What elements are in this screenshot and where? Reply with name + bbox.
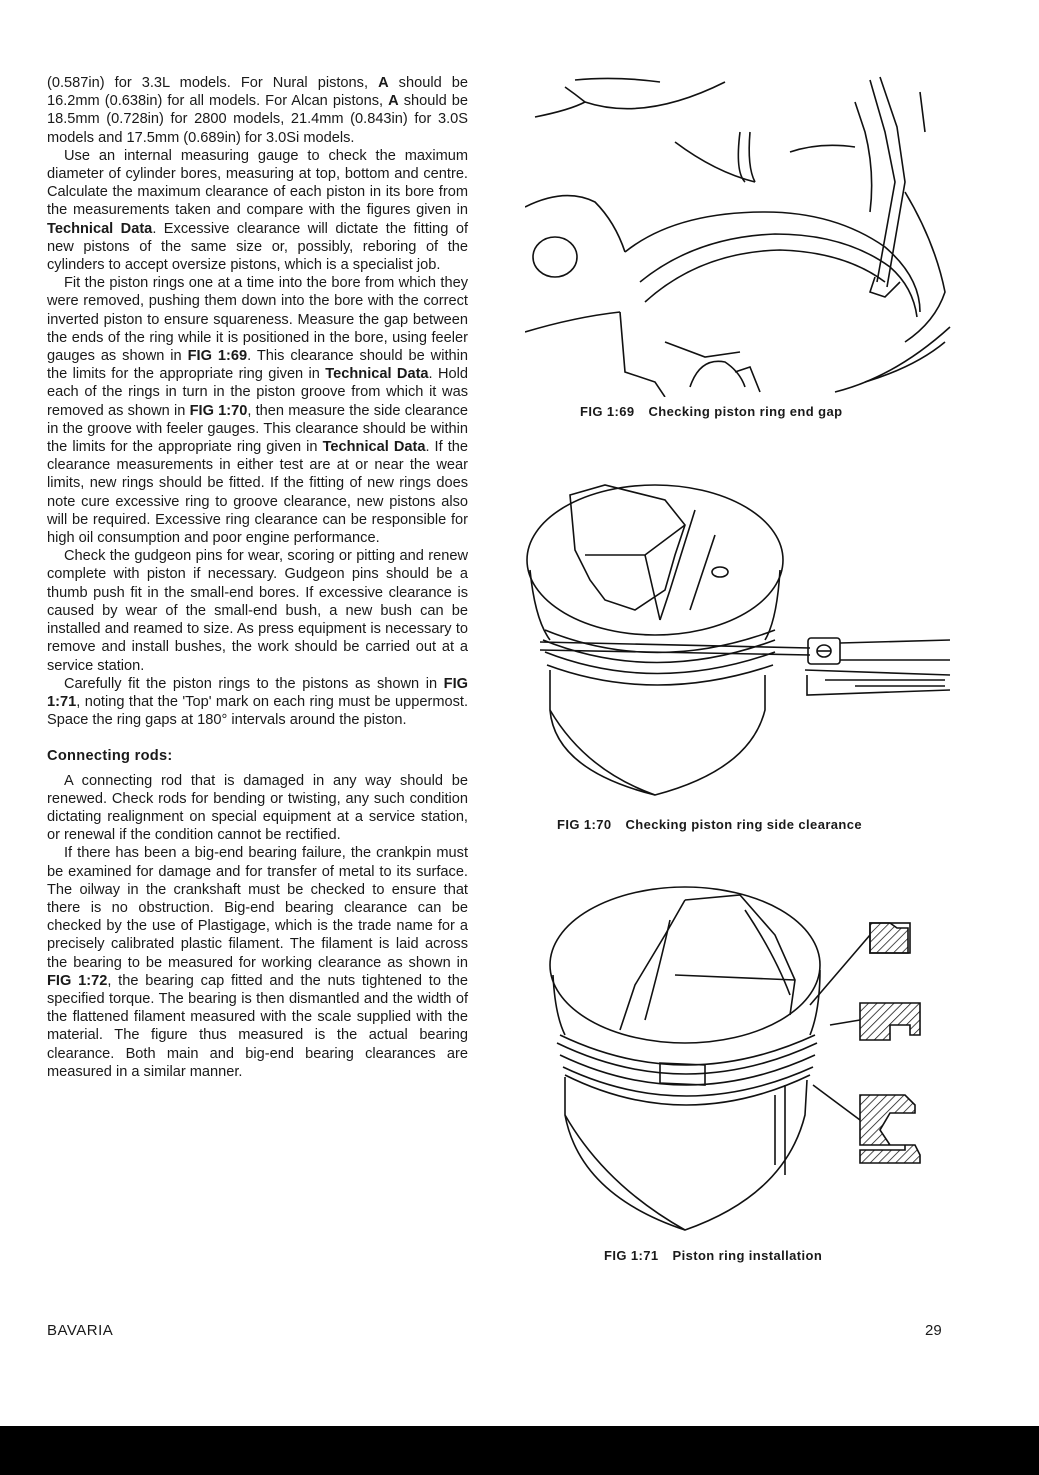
- figure-ring-side-clearance: [525, 480, 955, 810]
- paragraph-1: (0.587in) for 3.3L models. For Nural pistons, A should be 16.2mm (0.638in) for all models. For Alcan pistons, A should be 18.5mm (0.728in) for 2800 models, 21.4mm (0.843in) for 3.0S models and 17.5mm (0.689in) for 3.0Si models.: [47, 75, 468, 146]
- main-text-column: [47, 74, 468, 1081]
- figure-ring-installation: [545, 885, 935, 1240]
- figure-ring-end-gap: [525, 72, 955, 397]
- paragraph-6: A connecting rod that is damaged in any way should be renewed. Check rods for bending or twisting, any such condition dictating realignment on special equipment at a service station, or renewal if the condition cannot be rectified.: [47, 772, 468, 844]
- ring-installation-illustration: [545, 885, 935, 1240]
- figure-caption-1-69: FIG 1:69 Checking piston ring end gap: [580, 404, 843, 419]
- paragraph-7: If there has been a big-end bearing failure, the crankpin must be examined for damage and for transfer of metal to its surface. The oilway in the crankshaft must be checked to ensure that there is no obstruction. Big-end bearing clearance can be checked by the use of Plastigage, which is the trade name for a precisely calibrated plastic filament. The filament is laid across the bearing to be measured for working clearance as shown in FIG 1:72, the bearing cap fitted and the nuts tightened to the specified torque. The bearing is then dismantled and the width of the flattened filament measured with the scale supplied with the material. The figure thus measured is the actual bearing clearance. Both main and big-end bearing clearances are measured in a similar manner.: [47, 845, 468, 1080]
- ring-end-gap-illustration: [525, 72, 955, 397]
- page-number: 29: [925, 1322, 942, 1339]
- paragraph-4: Check the gudgeon pins for wear, scoring or pitting and renew complete with piston if necessary. Gudgeon pins should be a thumb push fit in the small-end bores. If excessive clearance is caused by wear of the small-end bush, a new bush can be installed and reamed to size. As press equipment is necessary to remove and install bushes, the work should be carried out at a service station.: [47, 548, 468, 674]
- paragraph-2: Use an internal measuring gauge to check the maximum diameter of cylinder bores, measuring at top, bottom and centre. Calculate the maximum clearance of each piston in its bore from the measurements taken and compare with the figures given in Technical Data. Excessive clearance will dictate the fitting of new pistons of the same size or, possibly, reboring of the cylinders to accept oversize pistons, which is a specialist job.: [47, 147, 469, 274]
- footer-book-title: BAVARIA: [47, 1322, 114, 1339]
- ring-side-clearance-illustration: [525, 480, 955, 810]
- section-heading-connecting-rods: Connecting rods:: [47, 748, 173, 765]
- paragraph-5: Carefully fit the piston rings to the pistons as shown in FIG 1:71, noting that the 'Top' mark on each ring must be uppermost. Space the ring gaps at 180° intervals around the piston.: [47, 675, 468, 729]
- paragraph-3: Fit the piston rings one at a time into the bore from which they were removed, pushing them down into the bore with the correct inverted piston to ensure squareness. Measure the gap between the ends of the ring while it is positioned in the bore, using feeler gauges as shown in FIG 1:69. This clearance should be within the limits for the appropriate ring given in Technical Data. Hold each of the rings in turn in the piston groove from which it was removed as shown in FIG 1:70, then measure the side clearance in the groove with feeler gauges. This clearance should be within the limits for the appropriate ring given in Technical Data. If the clearance measurements in either test are at or near the wear limits, new rings should be fitted. If the fitting of new rings does note cure excessive ring to groove clearance, new pistons also will be required. Excessive ring clearance can be responsible for high oil consumption and poor engine performance.: [47, 275, 468, 547]
- figure-caption-1-71: FIG 1:71 Piston ring installation: [604, 1248, 823, 1263]
- figure-caption-1-70: FIG 1:70 Checking piston ring side clearance: [557, 817, 863, 832]
- scan-border-bar: [0, 1426, 1039, 1475]
